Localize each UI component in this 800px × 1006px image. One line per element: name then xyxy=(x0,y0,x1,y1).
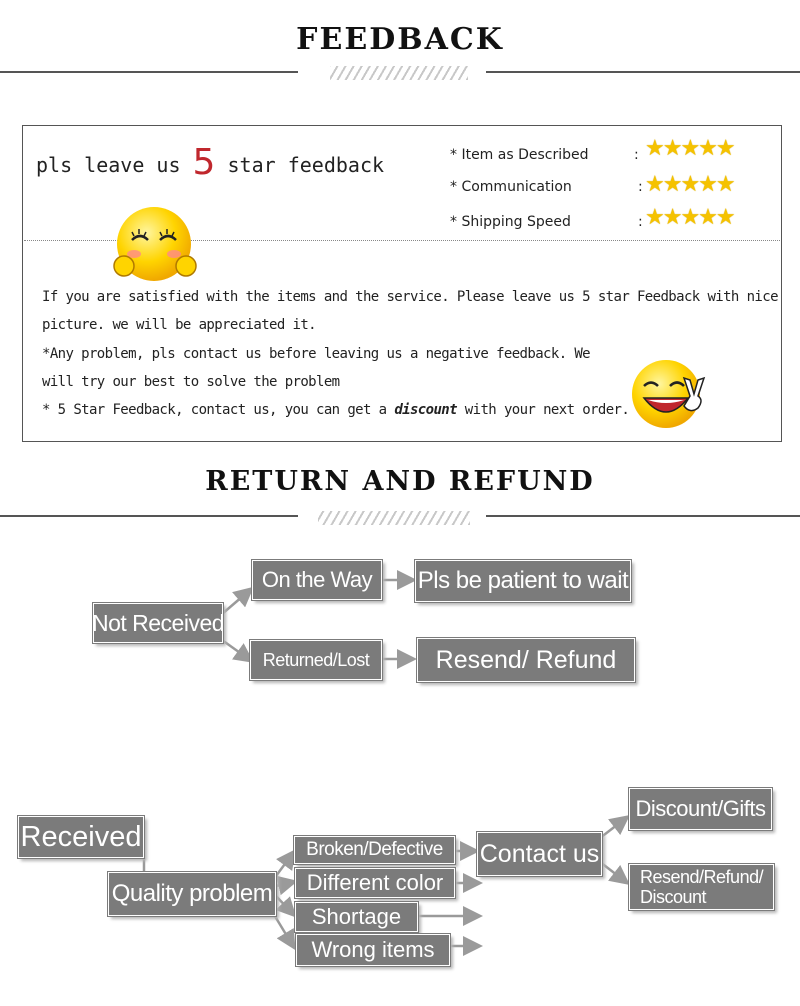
different-color-box: Different color xyxy=(295,868,455,898)
shortage-box: Shortage xyxy=(295,902,418,932)
rating-item-stars: ★★★★★ xyxy=(645,135,734,160)
resend-refund-box: Resend/ Refund xyxy=(417,638,635,682)
returned-lost-box: Returned/Lost xyxy=(250,640,382,680)
rating-communication-label: * Communication xyxy=(450,179,572,195)
discount-gifts-box: Discount/Gifts xyxy=(629,788,772,830)
contact-us-box: Contact us xyxy=(477,832,602,876)
rating-communication-stars: ★★★★★ xyxy=(645,171,734,196)
feedback-line-3: *Any problem, pls contact us before leaving us a negative feedback. We xyxy=(42,346,591,362)
received-box: Received xyxy=(18,816,144,858)
rating-shipping-stars: ★★★★★ xyxy=(645,204,734,229)
resend-refund-discount-line1: Resend/Refund/ xyxy=(640,867,764,887)
rating-shipping-colon: : xyxy=(638,214,643,230)
resend-refund-discount-box xyxy=(629,864,774,910)
refund-title: RETURN AND REFUND xyxy=(205,466,595,497)
line5-post: with your next order. xyxy=(464,402,630,418)
headline-post: star feedback xyxy=(227,153,385,177)
quality-problem-box: Quality problem xyxy=(108,872,276,916)
resend-refund-discount-line2: Discount xyxy=(640,887,707,907)
feedback-line-1: If you are satisfied with the items and the service. Please leave us 5 star Feedback with nice xyxy=(42,289,778,305)
line5-pre: * 5 Star Feedback, contact us, you can get a xyxy=(42,402,387,418)
headline-number: 5 xyxy=(192,142,216,183)
feedback-line-2: picture. we will be appreciated it. xyxy=(42,317,317,333)
rating-item-colon: : xyxy=(634,147,639,163)
line5-discount: discount xyxy=(394,402,457,418)
on-the-way-box: On the Way xyxy=(252,560,382,600)
rating-communication-colon: : xyxy=(638,179,643,195)
feedback-title: FEEDBACK xyxy=(296,22,504,57)
patient-box: Pls be patient to wait xyxy=(415,560,631,602)
headline-pre: pls leave us xyxy=(36,153,181,177)
not-received-box: Not Received xyxy=(93,603,223,643)
feedback-line-4: will try our best to solve the problem xyxy=(42,374,340,390)
rating-item-label: * Item as Described xyxy=(450,147,589,163)
wrong-items-box: Wrong items xyxy=(296,934,450,966)
rating-shipping-label: * Shipping Speed xyxy=(450,214,571,230)
broken-defective-box: Broken/Defective xyxy=(294,836,455,864)
